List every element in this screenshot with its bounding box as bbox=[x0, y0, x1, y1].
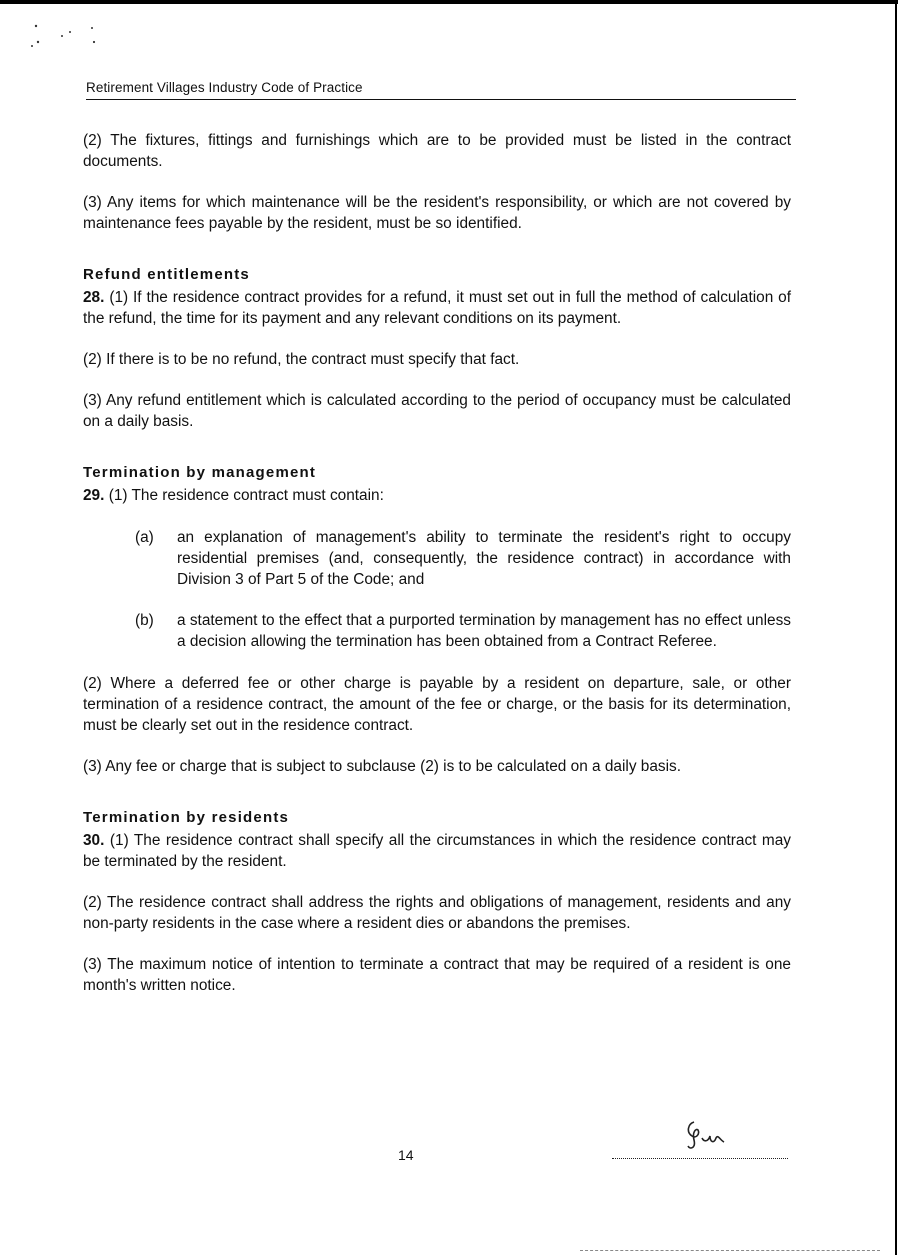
paragraph: (3) Any refund entitlement which is calculated according to the period of occupancy must be calculated on a daily basis. bbox=[83, 392, 791, 430]
clause-number: 30. bbox=[83, 832, 105, 849]
list-item-text: an explanation of management's ability to terminate the resident's right to occupy residential premises (and, consequently, the residence contract) in accordance with Division 3 of Part 5 of the Code; and bbox=[177, 529, 791, 588]
list-marker: (b) bbox=[135, 612, 154, 629]
paragraph: (2) If there is to be no refund, the contract must specify that fact. bbox=[83, 351, 520, 368]
paragraph: (2) Where a deferred fee or other charge is payable by a resident on departure, sale, or other termination of a residence contract, the amount of the fee or charge, or the basis for its determination, must be clearly set out in the residence contract. bbox=[83, 675, 791, 734]
list-marker: (a) bbox=[135, 529, 154, 546]
clause-text: (1) The residence contract must contain: bbox=[108, 487, 384, 504]
paragraph: (3) The maximum notice of intention to terminate a contract that may be required of a resident is one month's written notice. bbox=[83, 956, 791, 994]
list-item-text: a statement to the effect that a purported termination by management has no effect unless a decision allowing the termination has been obtained from a Contract Referee. bbox=[177, 612, 791, 650]
scan-right-border bbox=[895, 0, 897, 1255]
handwritten-initials-icon bbox=[680, 1112, 730, 1152]
section-heading: Termination by management bbox=[83, 464, 317, 481]
paragraph: (2) The fixtures, fittings and furnishings which are to be provided must be listed in the contract documents. bbox=[83, 132, 791, 170]
list-item bbox=[83, 527, 791, 590]
scan-bottom-marks bbox=[580, 1250, 880, 1253]
clause-paragraph bbox=[83, 485, 791, 506]
page-number: 14 bbox=[398, 1147, 414, 1163]
scan-specks bbox=[26, 18, 116, 54]
clause-text: (1) If the residence contract provides for a refund, it must set out in full the method of calculation of the refund, the time for its payment and any relevant conditions on its payment. bbox=[83, 289, 791, 327]
paragraph: (3) Any fee or charge that is subject to subclause (2) is to be calculated on a daily basis. bbox=[83, 758, 681, 775]
clause-number: 29. bbox=[83, 487, 105, 504]
clause-number: 28. bbox=[83, 289, 105, 306]
section-heading: Refund entitlements bbox=[83, 266, 250, 283]
clause-paragraph bbox=[83, 830, 791, 872]
signature-line bbox=[612, 1148, 788, 1159]
scan-top-border bbox=[0, 0, 898, 4]
list-item bbox=[83, 610, 791, 652]
running-header: Retirement Villages Industry Code of Practice bbox=[86, 80, 796, 100]
section-heading: Termination by residents bbox=[83, 809, 290, 826]
clause-text: (1) The residence contract shall specify all the circumstances in which the residence contract may be terminated by the resident. bbox=[83, 832, 792, 870]
paragraph: (2) The residence contract shall address the rights and obligations of management, residents and any non-party residents in the case where a resident dies or abandons the premises. bbox=[83, 894, 791, 932]
paragraph: (3) Any items for which maintenance will be the resident's responsibility, or which are not covered by maintenance fees payable by the resident, must be so identified. bbox=[83, 194, 791, 232]
document-body bbox=[83, 130, 791, 996]
clause-paragraph bbox=[83, 287, 791, 329]
